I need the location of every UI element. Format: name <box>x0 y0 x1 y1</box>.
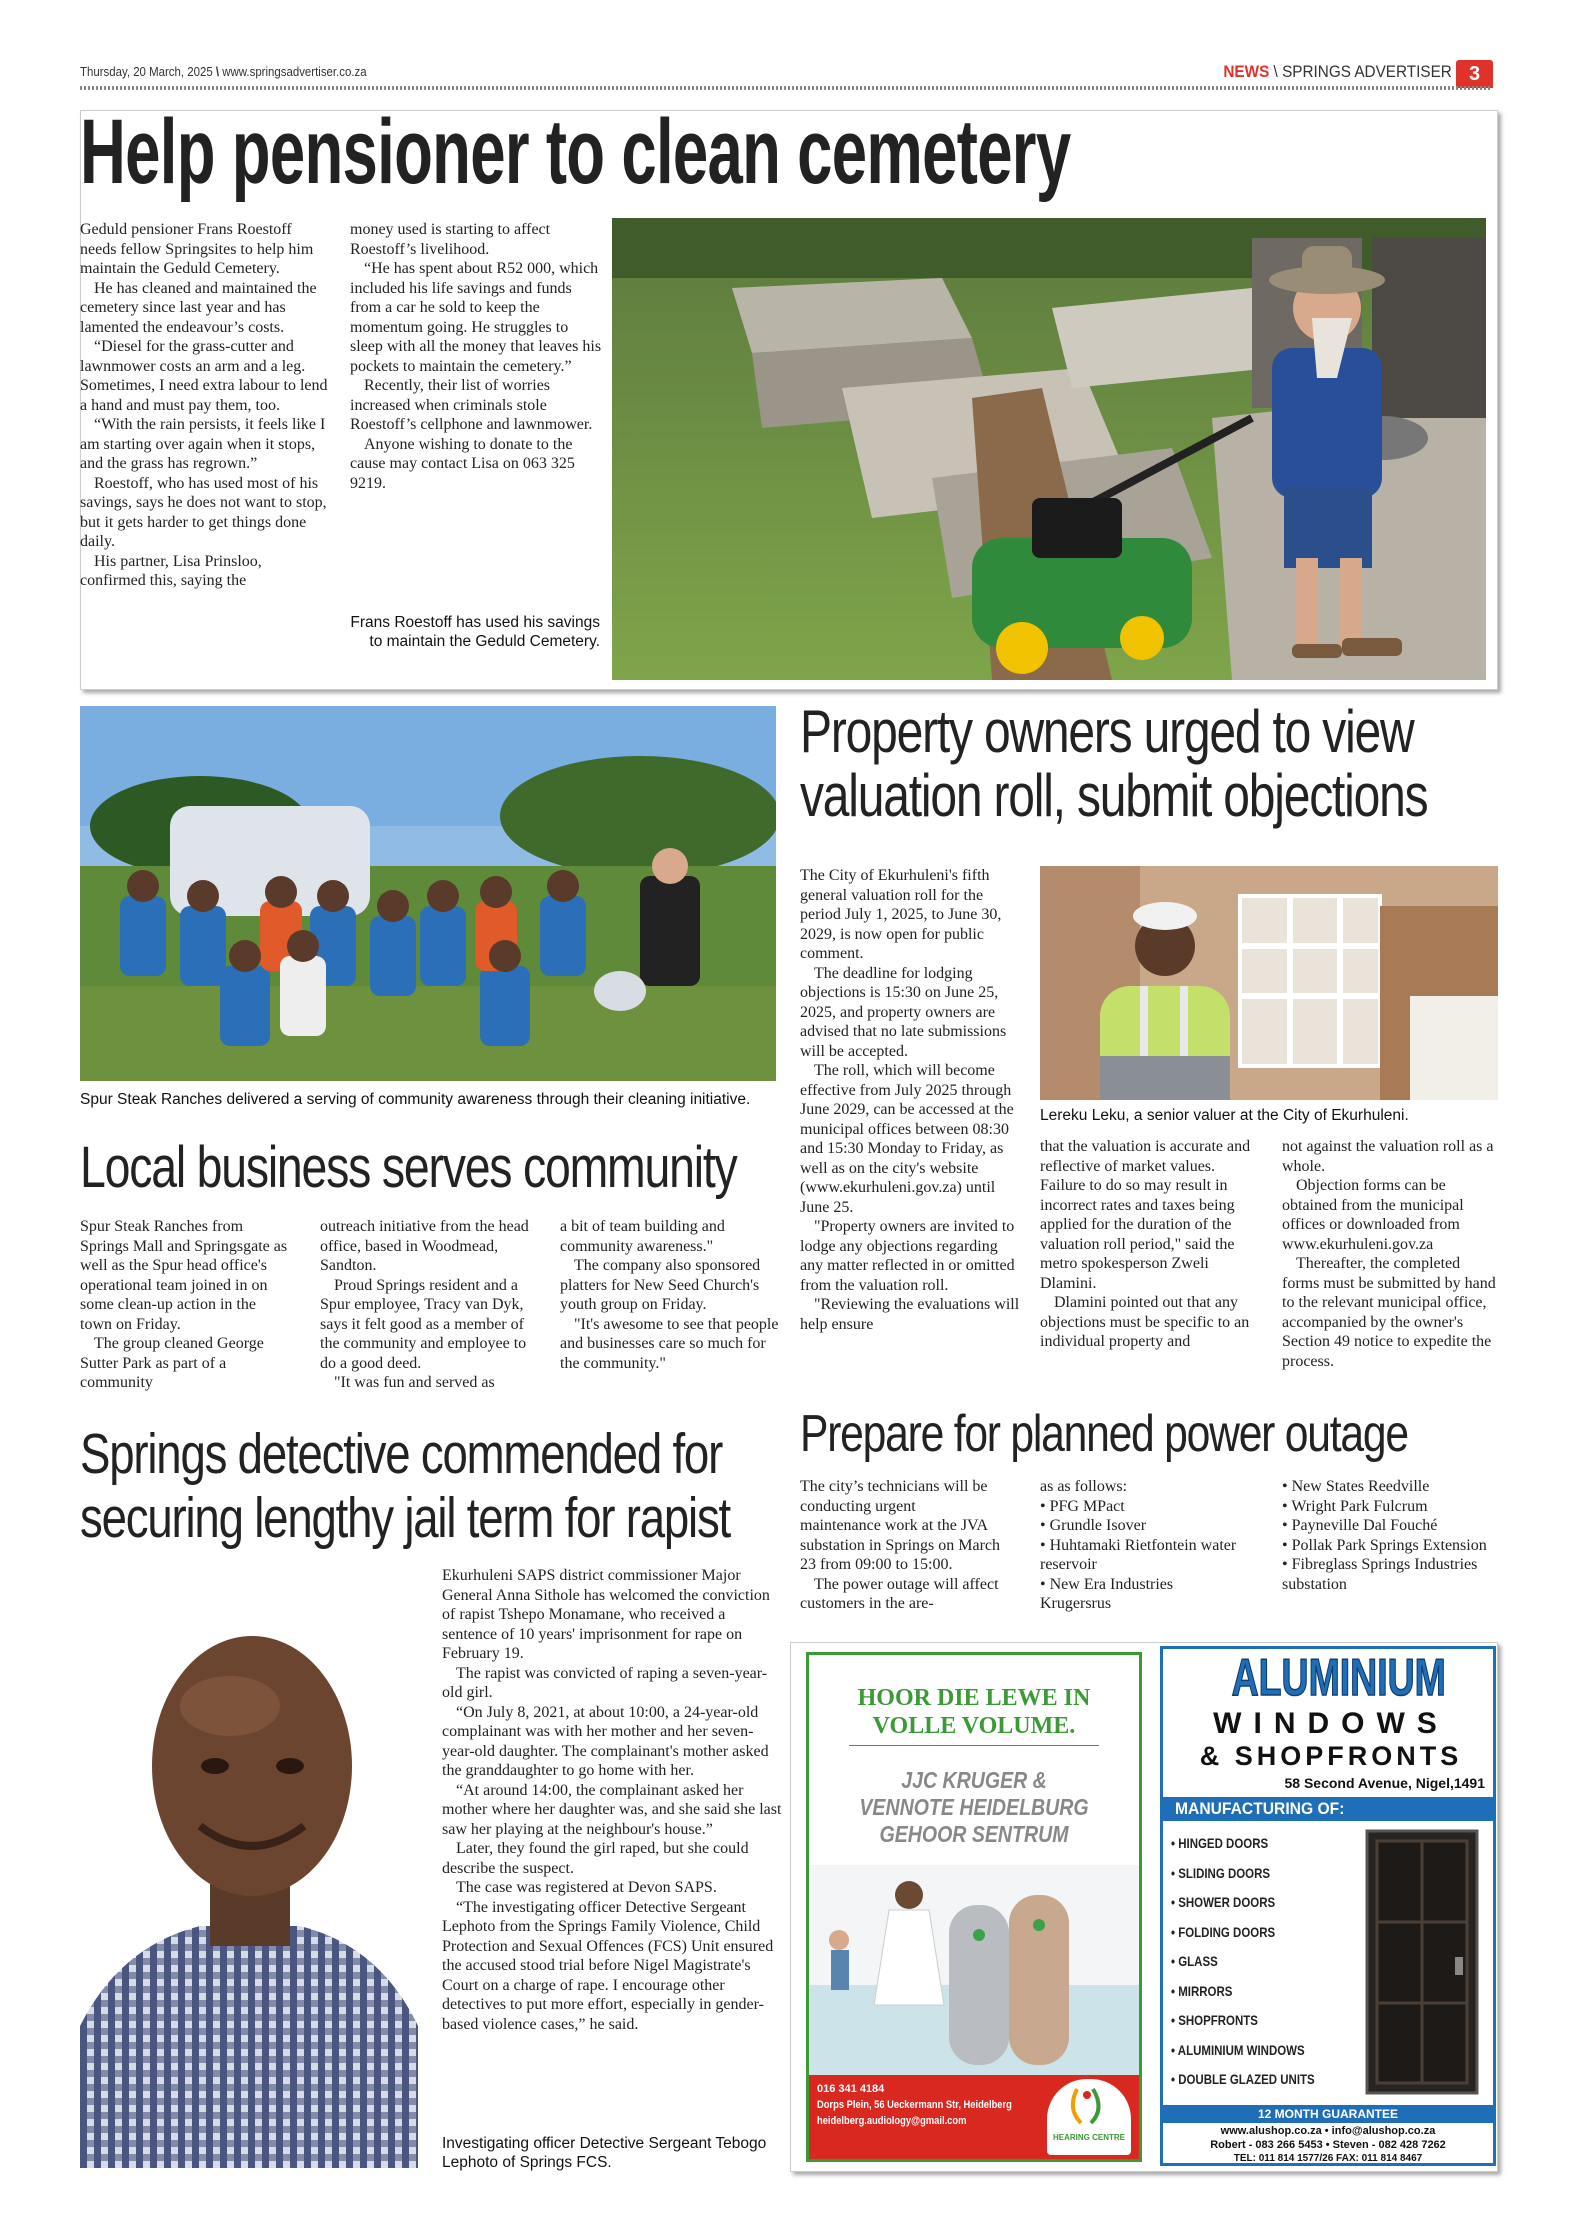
section-label: NEWS \ SPRINGS ADVERTISER <box>1223 62 1452 81</box>
ad2-title1: ALUMINIUM <box>1231 1649 1446 1707</box>
ad2-contact1: www.alushop.co.za • info@alushop.co.za <box>1220 2125 1436 2137</box>
story5-headline-line1: Springs detective commended for <box>80 1422 723 1486</box>
ad-hearing-centre <box>806 1652 1142 2162</box>
story1-col1: Geduld pensioner Frans Roestoff needs fellow Springsites to help him maintain the Geduld Cemetery. He has cleaned and maintained the cemetery since last year and has lamented the endeavour’s costs. “Diesel for the grass-cutter and lawnmower costs an arm and a leg. Sometimes, I need extra labour to lend a hand and must pay them, too. “With the rain persists, it feels like I am starting over again when it stops, and the grass has regrown.” Roestoff, who has used most of his savings, says he does not want to stop, but it gets harder to get things done daily. His partner, Lisa Prinsloo, confirmed this, saying the <box>80 221 328 589</box>
headline: Help pensioner to clean cemetery <box>80 101 1071 203</box>
ad1-sub-line2: VENNOTE HEIDELBURG <box>859 1794 1089 1820</box>
story1-caption: Frans Roestoff has used his savings to maintain the Geduld Cemetery. <box>350 614 600 650</box>
story5-caption: Investigating officer Detective Sergeant Tebogo Lephoto of Springs FCS. <box>442 2135 767 2171</box>
story2-col2: outreach initiative from the head office, based in Woodmead, Sandton. Proud Springs resident and a Spur employee, Tracy van Dyk, says it felt good as a member of the community and employee to do a good deed. "It was fun and served as <box>320 1218 529 1391</box>
ad2-guarantee: 12 MONTH GUARANTEE <box>1257 2107 1398 2121</box>
story2-col1: Spur Steak Ranches from Springs Mall and Springsgate as well as the Spur head office's operational team joined in on some clean-up action in the town on Friday. The group cleaned George Sutter Park as part of a community <box>80 1218 288 1391</box>
photo-detective <box>80 1566 418 2168</box>
story3-col2: that the valuation is accurate and reflective of market values. Failure to do so may result in incorrect rates and taxes being applied for the duration of the valuation roll period," said the metro spokesperson Zweli Dlamini. Dlamini pointed out that any objections must be specific to an individual property and <box>1040 1138 1251 1350</box>
story4-headline: Prepare for planned power outage <box>800 1405 1408 1463</box>
ad1-sub-line3: GEHOOR SENTRUM <box>879 1821 1069 1847</box>
ad2-contact3: TEL: 011 814 1577/26 FAX: 011 814 8467 <box>1233 2153 1423 2164</box>
ad1-email: heidelberg.audiology@gmail.com <box>817 2115 967 2127</box>
ad1-title-rule <box>849 1745 1099 1746</box>
ad1-phone: 016 341 4184 <box>817 2083 885 2095</box>
photo-spur-team <box>80 706 776 1081</box>
photo-pensioner-mowing <box>612 218 1486 680</box>
valuer-illustration <box>1040 866 1498 1100</box>
story2-headline: Local business serves community <box>80 1135 737 1200</box>
ad1-title-line2: VOLLE VOLUME. <box>872 1713 1076 1739</box>
story1-col2: money used is starting to affect Roestoff’s livelihood. “He has spent about R52 000, which included his life savings and funds from a car he sold to keep the momentum going. He struggles to sleep with all the money that leaves his pockets to maintain the cemetery.” Recently, their list of worries increased when criminals stole Roestoff’s cellphone and lawnmower. Anyone wishing to donate to the cause may contact Lisa on 063 325 9219. <box>350 221 602 492</box>
story2-col3: a bit of team building and community awareness." The company also sponsored platters for New Seed Church's youth group on Friday. "It's awesome to see that people and businesses care so much for the community." <box>560 1218 779 1372</box>
ad2-address: 58 Second Avenue, Nigel,1491 <box>1284 1775 1485 1791</box>
story2-caption: Spur Steak Ranches delivered a serving of community awareness through their cleaning initiative. <box>80 1091 751 1108</box>
story5-headline-line2: securing lengthy jail term for rapist <box>80 1486 731 1550</box>
page-number: 3 <box>1456 60 1493 88</box>
ad1-logo-text: HEARING CENTRE <box>1052 2133 1125 2142</box>
ad2-manufacturing: MANUFACTURING OF: <box>1175 1799 1345 1818</box>
story3-caption: Lereku Leku, a senior valuer at the City of Ekurhuleni. <box>1040 1107 1409 1124</box>
ad1-title-line1: HOOR DIE LEWE IN <box>857 1685 1091 1711</box>
story4-col3: • New States Reedville • Wright Park Fulcrum • Payneville Dal Fouché • Pollak Park Springs Extension • Fibreglass Springs Industries substation <box>1282 1478 1487 1593</box>
door-illustration <box>1359 1827 1491 2097</box>
ad2-contact2: Robert - 083 266 5453 • Steven - 082 428 7262 <box>1210 2139 1446 2151</box>
ad1-address: Dorps Plein, 56 Ueckermann Str, Heidelberg <box>817 2099 1012 2111</box>
pensioner-illustration <box>612 218 1486 680</box>
detective-illustration <box>80 1566 418 2168</box>
ad2-product-list: • HINGED DOORS • SLIDING DOORS • SHOWER DOORS • FOLDING DOORS • GLASS • MIRRORS • SHOPFRONTS • ALUMINIUM WINDOWS • DOUBLE GLAZED UNITS <box>1171 1835 1315 2087</box>
story3-headline-line1: Property owners urged to view <box>800 698 1414 765</box>
header-rule <box>80 86 1492 90</box>
story3-col1: The City of Ekurhuleni's fifth general valuation roll for the period July 1, 2025, to June 30, 2029, is now open for public comment. The deadline for lodging objections is 15:30 on June 25, 2025, and property owners are advised that no late submissions will be accepted. The roll, which will become effective from July 2025 through June 2029, can be accessed at the municipal offices between 08:30 and 15:30 Monday to Friday, as well as on the city's website (www.ekurhuleni.gov.za) until June 25. "Property owners are invited to lodge any objections regarding any matter reflected in or omitted from the valuation roll. "Reviewing the evaluations will help ensure <box>800 867 1020 1333</box>
hearing-logo-icon <box>1047 2079 1131 2129</box>
story4-col2: as as follows: • PFG MPact • Grundle Isover • Huhtamaki Rietfontein water reservoir • New Era Industries Krugersrus <box>1040 1478 1237 1612</box>
ad1-sub-line1: JJC KRUGER & <box>901 1767 1047 1793</box>
photo-valuer <box>1040 866 1498 1100</box>
ad2-title3: & SHOPFRONTS <box>1199 1741 1463 1771</box>
story5-body: Ekurhuleni SAPS district commissioner Major General Anna Sithole has welcomed the conviction of rapist Tshepo Monamane, who received a sentence of 10 years' imprisonment for rape on February 19. The rapist was convicted of raping a seven-year-old girl. “On July 8, 2021, at about 10:00, a 24-year-old complainant was with her mother and her seven-year-old daughter. The complainant's mother asked the granddaughter to go home with her. “At around 14:00, the complainant asked her mother where her daughter was, and she said she last saw her playing at the neighbour's house.” Later, they found the girl raped, but she could describe the suspect. The case was registered at Devon SAPS. “The investigating officer Detective Sergeant Lephoto from the Springs Family Violence, Child Protection and Sexual Offences (FCS) Unit ensured the accused stood trial before Nigel Magistrate's Court on a charge of rape. I encourage other detectives to put more effort, especially in gender-based violence cases,” he said. <box>442 1567 782 2033</box>
ad-aluminium <box>1160 1646 1496 2166</box>
ad2-title2: WINDOWS <box>1213 1707 1449 1740</box>
story4-col1: The city’s technicians will be conducting urgent maintenance work at the JVA substation in Springs on March 23 from 09:00 to 15:00. The power outage will affect customers in the are- <box>800 1478 1000 1612</box>
story3-headline-line2: valuation roll, submit objections <box>800 762 1428 829</box>
hearing-aid-illustration <box>809 1865 1139 2075</box>
story3-col3: not against the valuation roll as a whole. Objection forms can be obtained from the municipal offices or downloaded from www.ekurhuleni.gov.za Thereafter, the completed forms must be submitted by hand to the relevant municipal office, accompanied by the owner's Section 49 notice to expedite the process. <box>1282 1138 1496 1370</box>
spur-team-illustration <box>80 706 776 1081</box>
ad1-logo <box>1047 2079 1131 2155</box>
dateline: Thursday, 20 March, 2025 \ www.springsadvertiser.co.za <box>80 64 367 79</box>
